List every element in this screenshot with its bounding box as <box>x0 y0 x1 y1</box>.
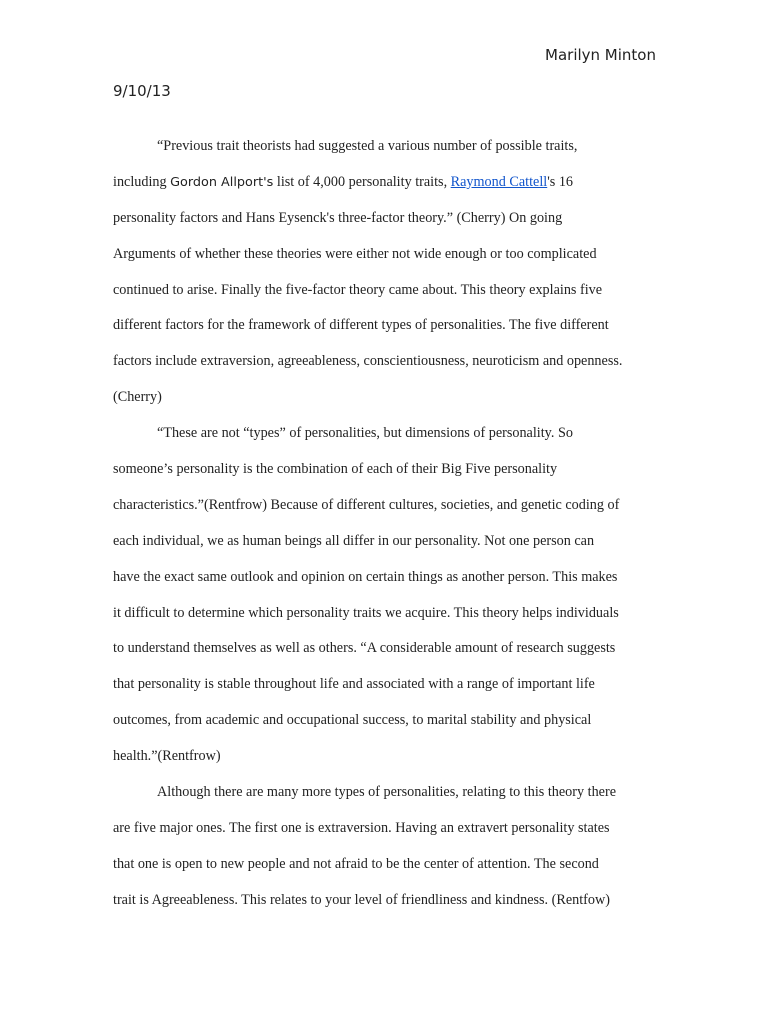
text-run: 's 16 <box>547 173 574 190</box>
paragraph-line: “These are not “types” of personalities, but dimensions of personality. So <box>157 425 573 442</box>
paragraph-3 <box>113 775 673 919</box>
paragraph-2 <box>113 416 673 775</box>
text-run: list of 4,000 personality traits, <box>273 173 451 190</box>
paragraph-line: continued to arise. Finally the five-factor theory came about. This theory explains five <box>113 281 603 298</box>
paragraph-line: health.”(Rentfrow) <box>113 748 221 765</box>
paragraph-line: someone’s personality is the combination of each of their Big Five personality <box>113 461 558 478</box>
cattell-link[interactable]: Raymond Cattell <box>450 173 548 190</box>
paragraph-line: outcomes, from academic and occupational success, to marital stability and physical <box>113 712 592 729</box>
paragraph-1 <box>113 129 673 416</box>
paragraph-line: personality factors and Hans Eysenck's three-factor theory.” (Cherry) On going <box>113 209 563 226</box>
paragraph-line: to understand themselves as well as others. “A considerable amount of research suggests <box>113 640 616 657</box>
paragraph-line: Although there are many more types of personalities, relating to this theory there <box>157 784 616 801</box>
paragraph-line: (Cherry) <box>113 389 162 406</box>
paragraph-line: are five major ones. The first one is extraversion. Having an extravert personality states <box>113 819 610 836</box>
essay-body <box>113 129 673 919</box>
paragraph-line: “Previous trait theorists had suggested a various number of possible traits, <box>157 138 578 154</box>
allport-name: Gordon Allport's <box>170 174 274 190</box>
paragraph-line <box>113 165 673 201</box>
paragraph-line: each individual, we as human beings all differ in our personality. Not one person can <box>113 532 595 549</box>
paragraph-line: it difficult to determine which personality traits we acquire. This theory helps individuals <box>113 604 619 621</box>
paragraph-line: characteristics.”(Rentfrow) Because of different cultures, societies, and genetic coding of <box>113 496 620 513</box>
paragraph-line: different factors for the framework of different types of personalities. The five different <box>113 317 609 334</box>
paragraph-line: trait is Agreeableness. This relates to your level of friendliness and kindness. (Rentfow) <box>113 891 610 908</box>
paragraph-line: factors include extraversion, agreeableness, conscientiousness, neuroticism and openness. <box>113 353 623 370</box>
paragraph-line: Arguments of whether these theories were either not wide enough or too complicated <box>113 245 597 262</box>
author-name: Marilyn Minton <box>545 46 656 64</box>
document-date: 9/10/13 <box>113 82 171 100</box>
paragraph-line: that personality is stable throughout life and associated with a range of important life <box>113 676 595 693</box>
text-run: including <box>113 173 171 190</box>
paragraph-line: that one is open to new people and not afraid to be the center of attention. The second <box>113 855 599 872</box>
paragraph-line: have the exact same outlook and opinion on certain things as another person. This makes <box>113 568 618 585</box>
